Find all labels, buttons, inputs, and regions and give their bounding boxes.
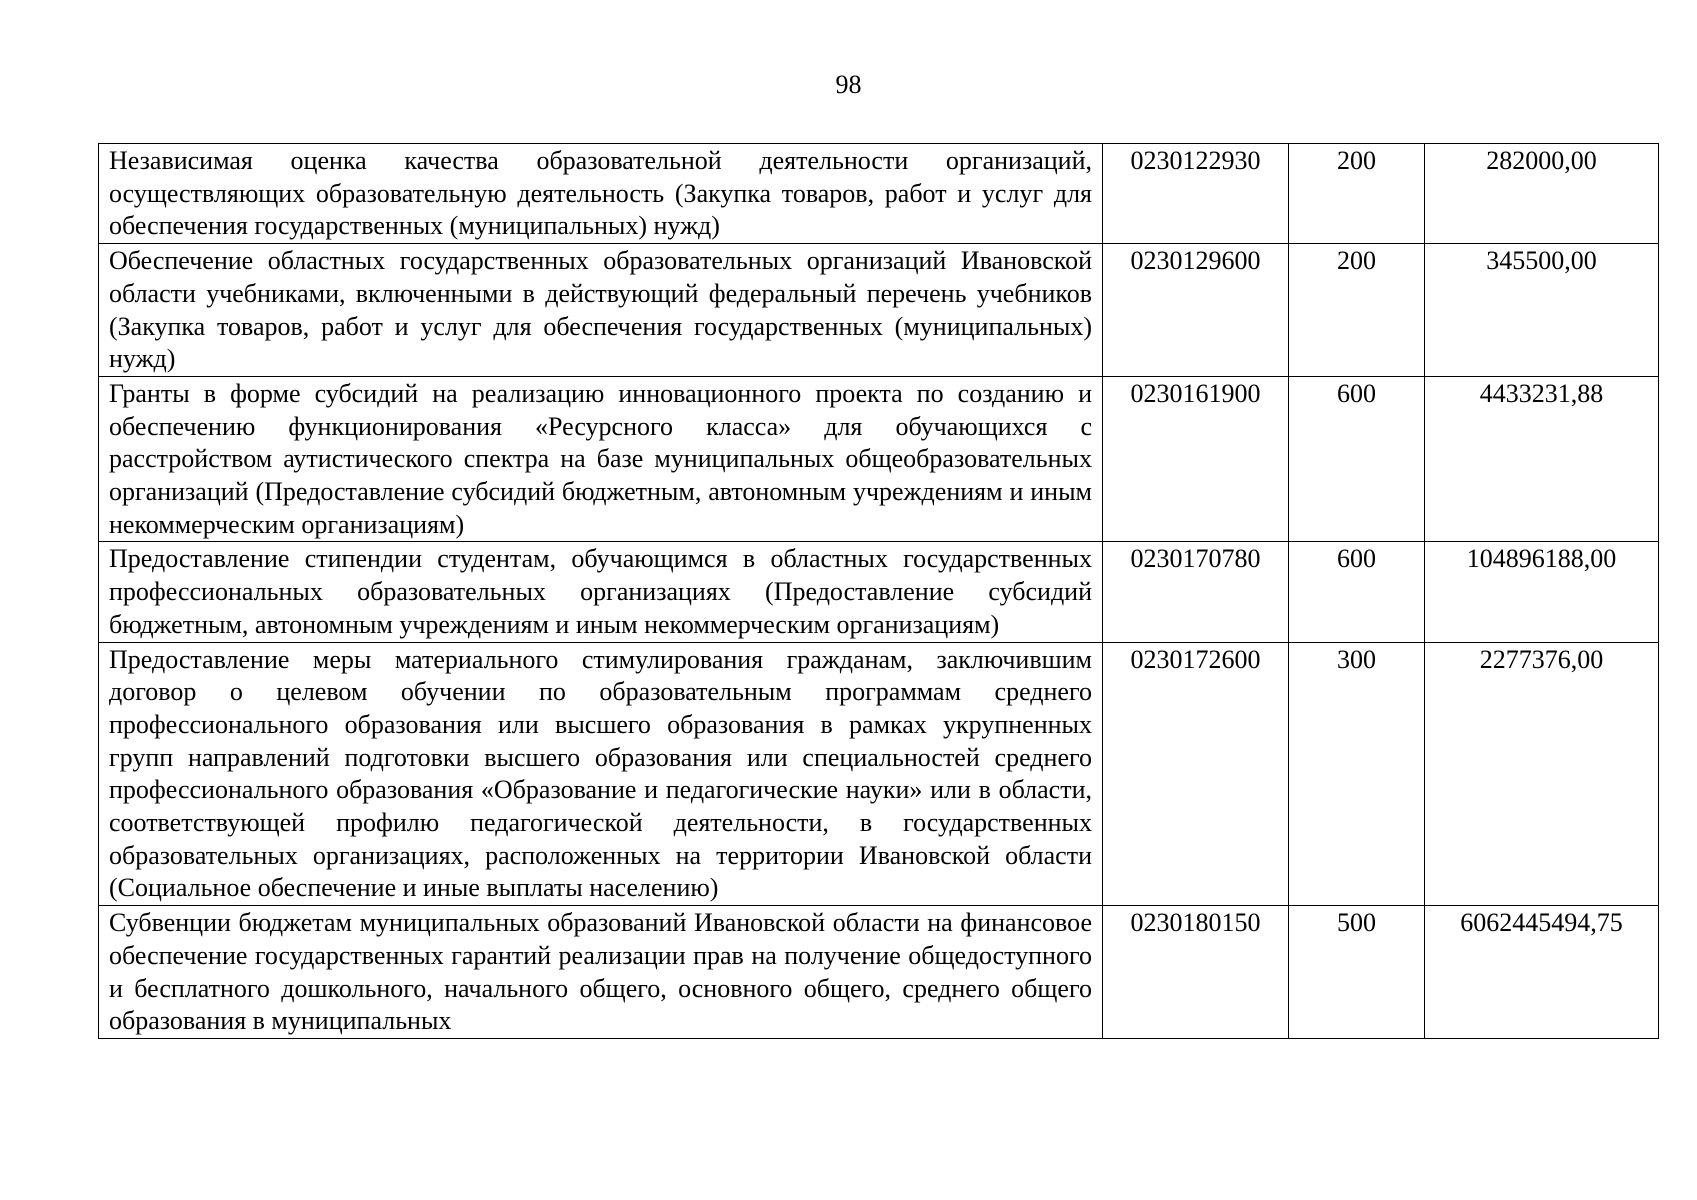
row-name-cell: Гранты в форме субсидий на реализацию инновационного проекта по созданию и обеспечению функционирования «Ресурсного класса» для обучающихся с расстройством аутистического спектра на базе муниципальных общеобразовательных организаций (Предоставление субсидий бюджетным, автономным учреждениям и иным некоммерческим организациям) bbox=[99, 376, 1103, 542]
row-name-cell: Предоставление меры материального стимулирования гражданам, заключившим договор о целевом обучении по образовательным программам среднего профессионального образования или высшего образования в рамках укрупненных групп направлений подготовки высшего образования или специальностей среднего профессионального образования «Образование и педагогические науки» или в области, соответствующей профилю педагогической деятельности, в государственных образовательных организациях, расположенных на территории Ивановской области (Социальное обеспечение и иные выплаты населению) bbox=[99, 642, 1103, 906]
page-number: 98 bbox=[835, 70, 862, 99]
table-row bbox=[99, 642, 1659, 906]
table-row bbox=[99, 376, 1659, 542]
row-name-cell: Обеспечение областных государственных образовательных организаций Ивановской области учебниками, включенными в действующий федеральный перечень учебников (Закупка товаров, работ и услуг для обеспечения государственных (муниципальных) нужд) bbox=[99, 244, 1103, 377]
budget-table bbox=[98, 143, 1659, 1039]
row-amount-cell: 345500,00 bbox=[1425, 244, 1659, 377]
row-code-cell: 0230180150 bbox=[1103, 906, 1289, 1039]
row-name-cell: Независимая оценка качества образовательной деятельности организаций, осуществляющих образовательную деятельность (Закупка товаров, работ и услуг для обеспечения государственных (муниципальных) нужд) bbox=[99, 144, 1103, 244]
row-amount-cell: 282000,00 bbox=[1425, 144, 1659, 244]
row-amount-cell: 2277376,00 bbox=[1425, 642, 1659, 906]
row-type-cell: 500 bbox=[1289, 906, 1425, 1039]
row-name-cell: Предоставление стипендии студентам, обучающимся в областных государственных профессиональных образовательных организациях (Предоставление субсидий бюджетным, автономным учреждениям и иным некоммерческим организациям) bbox=[99, 542, 1103, 642]
row-type-cell: 600 bbox=[1289, 376, 1425, 542]
row-code-cell: 0230172600 bbox=[1103, 642, 1289, 906]
table-row bbox=[99, 144, 1659, 244]
table-row bbox=[99, 244, 1659, 377]
row-code-cell: 0230122930 bbox=[1103, 144, 1289, 244]
table-row bbox=[99, 542, 1659, 642]
row-name-cell: Субвенции бюджетам муниципальных образований Ивановской области на финансовое обеспечение государственных гарантий реализации прав на получение общедоступного и бесплатного дошкольного, начального общего, основного общего, среднего общего образования в муниципальных bbox=[99, 906, 1103, 1039]
row-code-cell: 0230161900 bbox=[1103, 376, 1289, 542]
row-type-cell: 200 bbox=[1289, 144, 1425, 244]
row-type-cell: 200 bbox=[1289, 244, 1425, 377]
row-amount-cell: 4433231,88 bbox=[1425, 376, 1659, 542]
row-amount-cell: 104896188,00 bbox=[1425, 542, 1659, 642]
table-row bbox=[99, 906, 1659, 1039]
row-type-cell: 600 bbox=[1289, 542, 1425, 642]
row-amount-cell: 6062445494,75 bbox=[1425, 906, 1659, 1039]
row-code-cell: 0230170780 bbox=[1103, 542, 1289, 642]
row-code-cell: 0230129600 bbox=[1103, 244, 1289, 377]
row-type-cell: 300 bbox=[1289, 642, 1425, 906]
